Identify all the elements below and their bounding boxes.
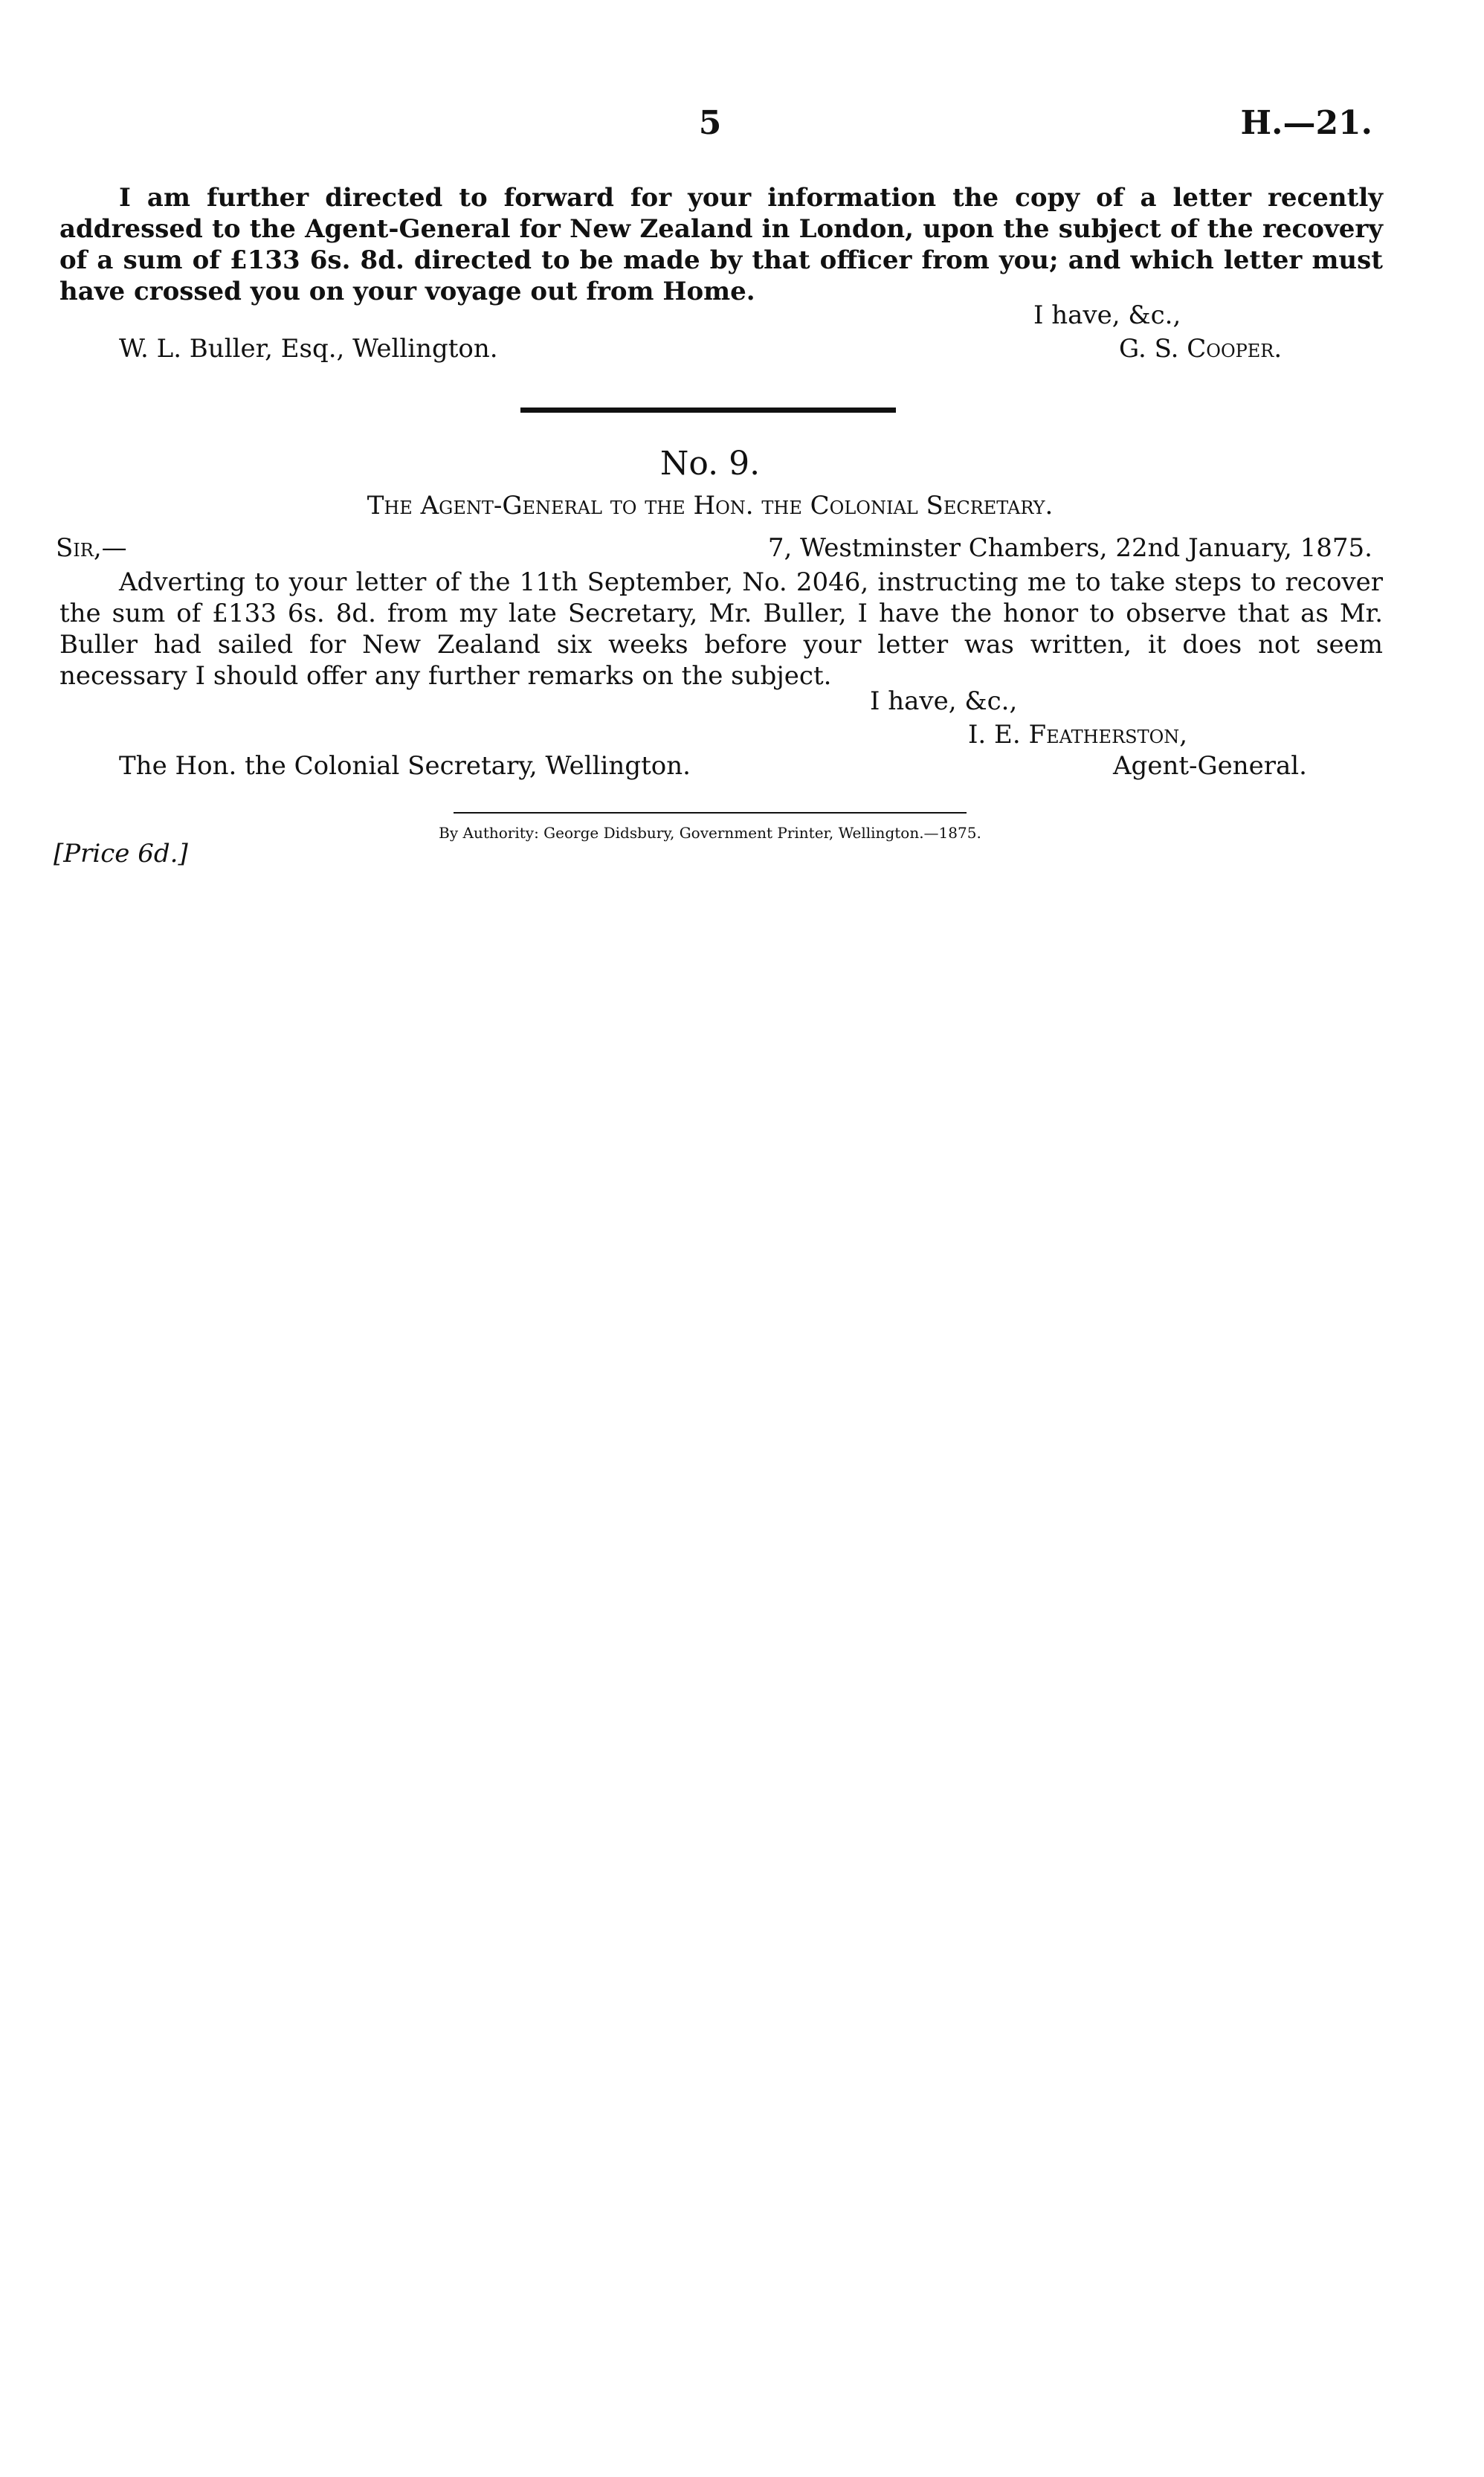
letter9-title: No. 9. [659,445,761,483]
printer-imprint: By Authority: George Didsbury, Government Printer, Wellington.—1875. [439,824,981,842]
document-reference: H.—21. [1240,104,1372,142]
letter8-addressee: W. L. Buller, Esq., Wellington. [119,334,498,364]
letter9-signatory-title: Agent-General. [1113,751,1307,781]
letter9-addressee: The Hon. the Colonial Secretary, Wellington. [119,751,691,781]
letter9-salutation: Sir,— [56,533,127,563]
letter9-signature: I. E. Featherston, [968,720,1188,750]
letter8-body: I am further directed to forward for your information the copy of a letter recently addressed to the Agent-General for New Zealand in London, upon the subject of the recovery of a sum of £133 6s. 8d. directed to be made by that officer from you; and which letter must have crossed you on your voyage out from Home. [59,183,1383,306]
letter8-signature: G. S. Cooper. [1119,334,1283,364]
letter9-place-date: 7, Westminster Chambers, 22nd January, 1875. [767,533,1372,563]
letter9-closing: I have, &c., [870,686,1018,716]
imprint-rule [454,812,967,814]
letter8-closing: I have, &c., [1033,300,1181,330]
section-divider [520,408,896,413]
letter9-subheading: The Agent-General to the Hon. the Colonial Secretary. [367,491,1054,521]
page-number: 5 [698,104,722,142]
price-label: [Price 6d.] [54,839,188,869]
letter9-body: Adverting to your letter of the 11th September, No. 2046, instructing me to take steps to recover the sum of £133 6s. 8d. from my late Secretary, Mr. Buller, I have the honor to observe that as Mr. Buller had sailed for New Zealand six weeks before your letter was written, it does not seem necessary I should offer any further remarks on the subject. [59,567,1383,691]
